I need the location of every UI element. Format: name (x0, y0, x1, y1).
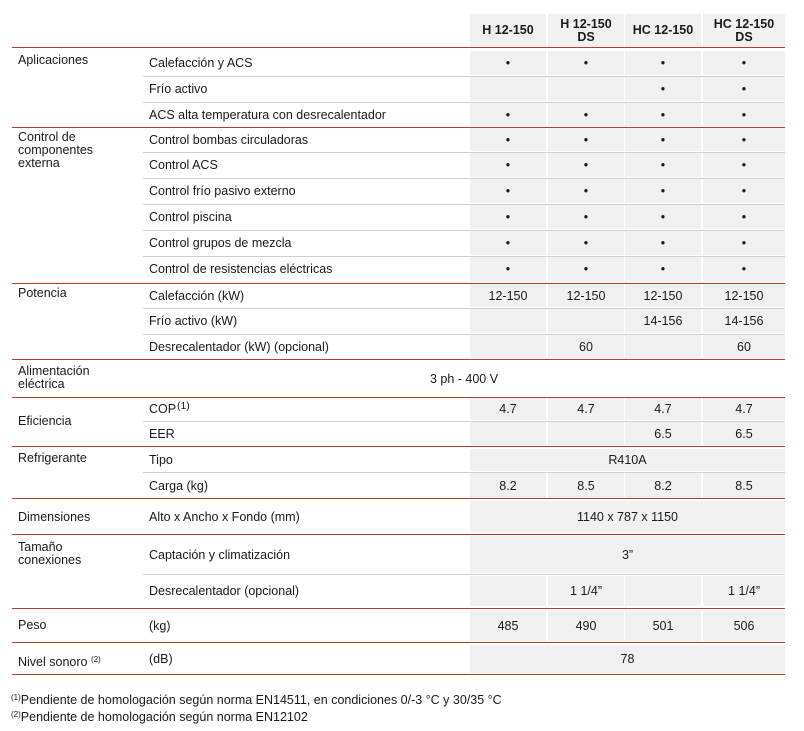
row-label: (dB) (149, 652, 173, 666)
value-cell: 60 (703, 335, 785, 358)
row-divider (143, 308, 785, 309)
footnote-ref: (2) (90, 655, 101, 664)
value-cell: • (470, 205, 546, 229)
value-cell: 4.7 (703, 398, 785, 420)
value-cell: • (548, 231, 624, 255)
group-aplicaciones: Aplicaciones (18, 53, 89, 67)
row-label: Control grupos de mezcla (149, 236, 292, 250)
group-divider (12, 642, 785, 643)
value-cell: 8.5 (548, 473, 624, 498)
value-cell: • (625, 51, 701, 75)
value-cell: • (625, 128, 701, 151)
value-cell (470, 77, 546, 101)
value-cell: • (470, 128, 546, 151)
value-cell: • (703, 257, 785, 281)
value-cell: 4.7 (625, 398, 701, 420)
value-cell: 12-150 (470, 284, 546, 307)
group-nivel-sonoro (18, 653, 138, 669)
value-cell: • (625, 153, 701, 177)
row-divider (143, 334, 785, 335)
value-cell: • (470, 51, 546, 75)
column-header-h-12-150-ds (548, 14, 624, 47)
value-cell: • (703, 128, 785, 151)
footnote-2 (11, 710, 308, 724)
row-label: Carga (kg) (149, 478, 209, 493)
row-label: Control frío pasivo externo (149, 184, 296, 198)
value-cell (625, 576, 701, 606)
value-cell: • (470, 179, 546, 203)
group-potencia: Potencia (18, 286, 67, 300)
row-label: Calefacción y ACS (149, 56, 253, 70)
row-divider (143, 204, 785, 205)
row-label: EER (149, 426, 175, 441)
row-divider (143, 574, 785, 575)
column-header-hc-12-150-ds (703, 14, 785, 47)
value-cell: 12-150 (703, 284, 785, 307)
value-cell: • (548, 153, 624, 177)
value-cell: • (625, 103, 701, 126)
spanned-value-cell: 3” (470, 536, 785, 573)
row-divider (143, 152, 785, 153)
group-divider (12, 674, 785, 675)
value-cell (470, 422, 546, 445)
value-cell: • (625, 179, 701, 203)
row-label: Alto x Ancho x Fondo (mm) (149, 509, 300, 524)
column-header-label: HC 12-150 (632, 23, 694, 37)
row-label: Desrecalentador (kW) (opcional) (149, 339, 329, 354)
group-refrigerante: Refrigerante (18, 451, 87, 465)
value-cell: 6.5 (703, 422, 785, 445)
footnote-text: Pendiente de homologación según norma EN12102 (20, 710, 308, 724)
value-cell: 6.5 (625, 422, 701, 445)
group-divider (12, 498, 785, 499)
footnote-marker: (2) (11, 710, 21, 719)
value-cell (470, 335, 546, 358)
value-cell (470, 309, 546, 333)
value-cell: • (703, 205, 785, 229)
value-cell: 501 (625, 611, 701, 641)
value-cell: • (548, 103, 624, 126)
value-cell: • (625, 205, 701, 229)
group-nivel-label: Nivel sonoro (18, 655, 88, 669)
value-cell: • (548, 205, 624, 229)
value-cell: • (625, 231, 701, 255)
row-label: Calefacción (kW) (149, 288, 245, 303)
value-cell: • (703, 77, 785, 101)
value-cell: 8.2 (625, 473, 701, 498)
group-alimentacion: Alimentación eléctrica (18, 364, 90, 391)
footnote-1 (11, 693, 502, 707)
value-cell: • (703, 103, 785, 126)
alimentacion-value: 3 ph - 400 V (429, 372, 499, 386)
value-cell: 8.2 (470, 473, 546, 498)
value-cell: 4.7 (470, 398, 546, 420)
value-cell: 4.7 (548, 398, 624, 420)
group-divider (12, 446, 785, 447)
value-cell: • (548, 51, 624, 75)
value-cell: 14-156 (625, 309, 701, 333)
row-label: Frío activo (kW) (149, 314, 238, 328)
value-cell: • (470, 153, 546, 177)
spanned-value-cell: 78 (470, 645, 785, 673)
value-cell: • (703, 153, 785, 177)
column-header-label: HC 12-150 DS (713, 16, 775, 44)
column-header-hc-12-150 (625, 14, 701, 47)
value-cell: 1 1/4” (703, 576, 785, 606)
row-label: Tipo (149, 453, 173, 467)
value-cell (548, 309, 624, 333)
row-label: Captación y climatización (149, 547, 291, 562)
value-cell: • (548, 128, 624, 151)
value-cell: • (470, 231, 546, 255)
value-cell: • (625, 257, 701, 281)
row-label: Control de resistencias eléctricas (149, 262, 333, 276)
group-divider (12, 608, 785, 609)
row-divider (143, 256, 785, 257)
row-label: Frío activo (149, 82, 208, 96)
value-cell: 8.5 (703, 473, 785, 498)
column-header-label: H 12-150 (482, 23, 534, 37)
value-cell: 12-150 (548, 284, 624, 307)
group-eficiencia: Eficiencia (18, 414, 72, 428)
value-cell (625, 335, 701, 358)
spanned-value-cell: R410A (470, 449, 785, 471)
value-cell (548, 77, 624, 101)
row-label: Control ACS (149, 158, 218, 172)
value-cell: 485 (470, 611, 546, 641)
value-cell: • (703, 179, 785, 203)
row-label: Control bombas circuladoras (149, 132, 309, 147)
value-cell: • (703, 51, 785, 75)
row-label: Desrecalentador (opcional) (149, 584, 300, 598)
value-cell: 12-150 (625, 284, 701, 307)
column-header-h-12-150 (470, 14, 546, 47)
value-cell: • (703, 231, 785, 255)
footnote-marker: (1) (11, 693, 21, 702)
group-tamano-conexiones: Tamaño conexiones (18, 540, 82, 567)
spanned-value-cell: 1140 x 787 x 1150 (470, 501, 785, 532)
value-cell: 490 (548, 611, 624, 641)
value-cell: • (470, 257, 546, 281)
value-cell: 1 1/4” (548, 576, 624, 606)
footnote-ref: (1) (177, 401, 190, 412)
value-cell: • (548, 257, 624, 281)
column-header-label: H 12-150 DS (560, 16, 612, 44)
header-divider (12, 47, 785, 48)
row-divider (143, 178, 785, 179)
row-divider (143, 76, 785, 77)
group-divider (12, 534, 785, 535)
group-divider (12, 283, 785, 284)
row-divider (143, 230, 785, 231)
row-divider (143, 472, 785, 473)
group-peso: Peso (18, 618, 47, 632)
value-cell: 14-156 (703, 309, 785, 333)
row-label: Control piscina (149, 210, 232, 224)
row-label: ACS alta temperatura con desrecalentador (149, 107, 386, 122)
value-cell: 506 (703, 611, 785, 641)
row-divider (143, 102, 785, 103)
row-label: (kg) (149, 619, 171, 633)
group-divider (12, 127, 785, 128)
value-cell: • (548, 179, 624, 203)
row-label: COP (149, 402, 177, 416)
value-cell (548, 422, 624, 445)
value-cell: • (470, 103, 546, 126)
value-cell: 60 (548, 335, 624, 358)
footnote-text: Pendiente de homologación según norma EN14511, en condiciones 0/-3 °C y 30/35 °C (20, 693, 502, 707)
group-dimensiones: Dimensiones (18, 510, 91, 524)
value-cell: • (625, 77, 701, 101)
value-cell (470, 576, 546, 606)
group-control-componentes: Control de componentes externa (18, 130, 94, 170)
row-divider (143, 421, 785, 422)
